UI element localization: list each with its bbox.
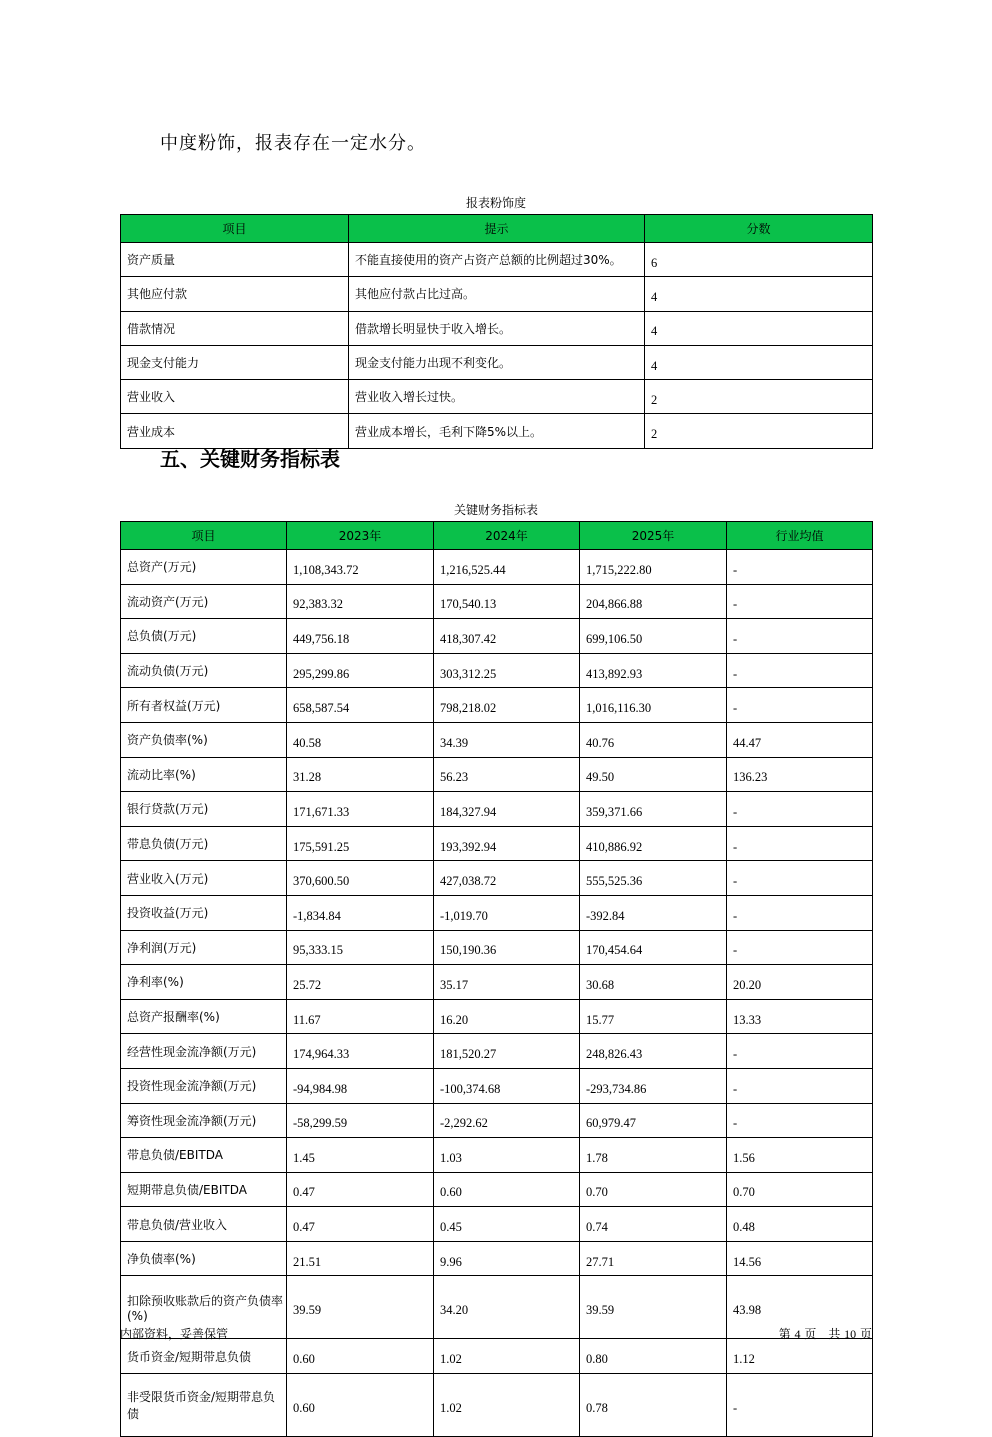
- table-cell: 1.78: [580, 1138, 727, 1173]
- table-cell: 39.59: [580, 1276, 727, 1339]
- column-header: 项目: [121, 215, 349, 243]
- table-cell: -: [727, 1034, 873, 1069]
- footer-confidential: 内部资料，妥善保管: [120, 1327, 229, 1341]
- table-cell: 248,826.43: [580, 1034, 727, 1069]
- table-cell: 27.71: [580, 1241, 727, 1276]
- table-row: [121, 311, 873, 345]
- table-cell: 1,715,222.80: [580, 550, 727, 585]
- key-indicators-table: [120, 521, 873, 1437]
- section-title: 五、关键财务指标表: [160, 447, 340, 471]
- table-row: [121, 243, 873, 277]
- table-cell: 0.70: [727, 1172, 873, 1207]
- table-cell: 借款增长明显快于收入增长。: [349, 311, 645, 345]
- row-label: 流动负债(万元): [121, 653, 287, 688]
- table-cell: 359,371.66: [580, 792, 727, 827]
- table-cell: 0.74: [580, 1207, 727, 1242]
- table-row: [121, 1207, 873, 1242]
- table-cell: 181,520.27: [434, 1034, 580, 1069]
- table-cell: -2,292.62: [434, 1103, 580, 1138]
- table-cell: 1.45: [287, 1138, 434, 1173]
- column-header: 2024年: [434, 522, 580, 550]
- table-cell: 40.58: [287, 722, 434, 757]
- table-cell: 2: [645, 380, 873, 414]
- table-cell: 170,540.13: [434, 584, 580, 619]
- table-row: [121, 1172, 873, 1207]
- table-cell: -: [727, 826, 873, 861]
- table-cell: 56.23: [434, 757, 580, 792]
- table-row: [121, 619, 873, 654]
- table-cell: 0.45: [434, 1207, 580, 1242]
- table-cell: -: [727, 584, 873, 619]
- table-cell: -: [727, 1374, 873, 1437]
- table-cell: 413,892.93: [580, 653, 727, 688]
- table-cell: 30.68: [580, 965, 727, 1000]
- row-label: 带息负债(万元): [121, 826, 287, 861]
- table-cell: -: [727, 688, 873, 723]
- table-cell: 174,964.33: [287, 1034, 434, 1069]
- table-cell: -392.84: [580, 895, 727, 930]
- table-cell: 43.98: [727, 1276, 873, 1339]
- table-cell: -94,984.98: [287, 1068, 434, 1103]
- row-label: 资产质量: [121, 243, 349, 277]
- row-label: 营业收入: [121, 380, 349, 414]
- row-label: 借款情况: [121, 311, 349, 345]
- table-cell: 34.39: [434, 722, 580, 757]
- page-mid: 页 共: [804, 1327, 841, 1341]
- table-cell: 184,327.94: [434, 792, 580, 827]
- row-label: 扣除预收账款后的资产负债率(%): [121, 1276, 287, 1339]
- table-cell: 49.50: [580, 757, 727, 792]
- row-label: 净利润(万元): [121, 930, 287, 965]
- table-cell: 95,333.15: [287, 930, 434, 965]
- table-cell: -: [727, 653, 873, 688]
- row-label: 短期带息负债/EBITDA: [121, 1172, 287, 1207]
- table-row: [121, 584, 873, 619]
- whitewash-table: [120, 214, 873, 449]
- table-row: [121, 550, 873, 585]
- table-cell: 699,106.50: [580, 619, 727, 654]
- table-cell: 658,587.54: [287, 688, 434, 723]
- table-cell: 其他应付款占比过高。: [349, 277, 645, 311]
- table-cell: -: [727, 619, 873, 654]
- row-label: 净利率(%): [121, 965, 287, 1000]
- table-cell: -58,299.59: [287, 1103, 434, 1138]
- column-header: 分数: [645, 215, 873, 243]
- table-cell: 21.51: [287, 1241, 434, 1276]
- row-label: 总负债(万元): [121, 619, 287, 654]
- table-cell: -1,834.84: [287, 895, 434, 930]
- table-cell: 0.47: [287, 1207, 434, 1242]
- table-cell: 0.60: [287, 1374, 434, 1437]
- table-row: [121, 1068, 873, 1103]
- table-cell: -100,374.68: [434, 1068, 580, 1103]
- table-row: [121, 1034, 873, 1069]
- table-cell: 0.78: [580, 1374, 727, 1437]
- table-cell: 34.20: [434, 1276, 580, 1339]
- column-header: 项目: [121, 522, 287, 550]
- column-header: 2023年: [287, 522, 434, 550]
- table-cell: 798,218.02: [434, 688, 580, 723]
- table-row: [121, 722, 873, 757]
- table-cell: 175,591.25: [287, 826, 434, 861]
- table-row: [121, 999, 873, 1034]
- table-row: [121, 1103, 873, 1138]
- footer-page-number: [779, 1325, 872, 1342]
- table-cell: 193,392.94: [434, 826, 580, 861]
- table-cell: 0.80: [580, 1339, 727, 1374]
- table-row: [121, 1241, 873, 1276]
- table-cell: 15.77: [580, 999, 727, 1034]
- table-row: [121, 895, 873, 930]
- table-row: [121, 1374, 873, 1437]
- table-cell: 427,038.72: [434, 861, 580, 896]
- row-label: 现金支付能力: [121, 345, 349, 379]
- intro-text: 中度粉饰，报表存在一定水分。: [160, 133, 426, 154]
- table-cell: 9.96: [434, 1241, 580, 1276]
- row-label: 总资产(万元): [121, 550, 287, 585]
- table-cell: 170,454.64: [580, 930, 727, 965]
- table-cell: 16.20: [434, 999, 580, 1034]
- table-row: [121, 653, 873, 688]
- table1-caption: 报表粉饰度: [465, 196, 526, 210]
- table-cell: 204,866.88: [580, 584, 727, 619]
- table-cell: 1.56: [727, 1138, 873, 1173]
- row-label: 资产负债率(%): [121, 722, 287, 757]
- table-cell: 35.17: [434, 965, 580, 1000]
- column-header: 2025年: [580, 522, 727, 550]
- table-cell: -: [727, 895, 873, 930]
- table-cell: 1,108,343.72: [287, 550, 434, 585]
- table-cell: 31.28: [287, 757, 434, 792]
- table-cell: 0.70: [580, 1172, 727, 1207]
- table-row: [121, 861, 873, 896]
- table-cell: 39.59: [287, 1276, 434, 1339]
- table-cell: 1.02: [434, 1374, 580, 1437]
- table-cell: 449,756.18: [287, 619, 434, 654]
- table-cell: 25.72: [287, 965, 434, 1000]
- row-label: 其他应付款: [121, 277, 349, 311]
- row-label: 带息负债/营业收入: [121, 1207, 287, 1242]
- table-cell: 14.56: [727, 1241, 873, 1276]
- page-prefix: 第: [778, 1327, 791, 1341]
- column-header: 提示: [349, 215, 645, 243]
- table-row: [121, 688, 873, 723]
- table-row: [121, 1339, 873, 1374]
- row-label: 所有者权益(万元): [121, 688, 287, 723]
- table-cell: 370,600.50: [287, 861, 434, 896]
- table-cell: 303,312.25: [434, 653, 580, 688]
- table-cell: 410,886.92: [580, 826, 727, 861]
- table-cell: 0.60: [287, 1339, 434, 1374]
- table-cell: 1.12: [727, 1339, 873, 1374]
- row-label: 投资收益(万元): [121, 895, 287, 930]
- row-label: 净负债率(%): [121, 1241, 287, 1276]
- table-cell: 1.02: [434, 1339, 580, 1374]
- table-cell: 营业成本增长，毛利下降5%以上。: [349, 414, 645, 448]
- row-label: 经营性现金流净额(万元): [121, 1034, 287, 1069]
- table-cell: 13.33: [727, 999, 873, 1034]
- table-row: [121, 930, 873, 965]
- table-cell: -: [727, 861, 873, 896]
- table-cell: 171,671.33: [287, 792, 434, 827]
- table-cell: 不能直接使用的资产占资产总额的比例超过30%。: [349, 243, 645, 277]
- table-cell: 11.67: [287, 999, 434, 1034]
- table-cell: -: [727, 1103, 873, 1138]
- table-cell: 136.23: [727, 757, 873, 792]
- table-row: [121, 757, 873, 792]
- table2-caption: 关键财务指标表: [453, 503, 538, 517]
- row-label: 筹资性现金流净额(万元): [121, 1103, 287, 1138]
- table-row: [121, 965, 873, 1000]
- row-label: 投资性现金流净额(万元): [121, 1068, 287, 1103]
- table-cell: 1,216,525.44: [434, 550, 580, 585]
- table-cell: 40.76: [580, 722, 727, 757]
- table-cell: 44.47: [727, 722, 873, 757]
- table-row: [121, 345, 873, 379]
- table-row: [121, 1276, 873, 1339]
- table-row: [121, 277, 873, 311]
- table-cell: 555,525.36: [580, 861, 727, 896]
- table-cell: -: [727, 792, 873, 827]
- table-row: [121, 380, 873, 414]
- table-cell: 1,016,116.30: [580, 688, 727, 723]
- table-cell: 现金支付能力出现不利变化。: [349, 345, 645, 379]
- table-cell: 0.60: [434, 1172, 580, 1207]
- row-label: 货币资金/短期带息负债: [121, 1339, 287, 1374]
- table-cell: -: [727, 1068, 873, 1103]
- table-cell: 4: [645, 277, 873, 311]
- page-total: 10: [844, 1327, 857, 1341]
- table-cell: 20.20: [727, 965, 873, 1000]
- table-cell: 4: [645, 345, 873, 379]
- row-label: 营业收入(万元): [121, 861, 287, 896]
- row-label: 非受限货币资金/短期带息负债: [121, 1374, 287, 1437]
- table-cell: 0.48: [727, 1207, 873, 1242]
- page-suffix: 页: [859, 1327, 872, 1341]
- row-label: 总资产报酬率(%): [121, 999, 287, 1034]
- table-cell: 营业收入增长过快。: [349, 380, 645, 414]
- row-label: 流动资产(万元): [121, 584, 287, 619]
- table-cell: 418,307.42: [434, 619, 580, 654]
- row-label: 银行贷款(万元): [121, 792, 287, 827]
- table-cell: 0.47: [287, 1172, 434, 1207]
- table-cell: -1,019.70: [434, 895, 580, 930]
- row-label: 流动比率(%): [121, 757, 287, 792]
- table-cell: 92,383.32: [287, 584, 434, 619]
- table-cell: -: [727, 550, 873, 585]
- table-row: [121, 1138, 873, 1173]
- table-cell: -: [727, 930, 873, 965]
- table-cell: -293,734.86: [580, 1068, 727, 1103]
- table-cell: 6: [645, 243, 873, 277]
- page-current: 4: [794, 1327, 801, 1341]
- table-cell: 2: [645, 414, 873, 448]
- table-cell: 60,979.47: [580, 1103, 727, 1138]
- row-label: 带息负债/EBITDA: [121, 1138, 287, 1173]
- column-header: 行业均值: [727, 522, 873, 550]
- table-cell: 295,299.86: [287, 653, 434, 688]
- row-label: 营业成本: [121, 414, 349, 448]
- table-row: [121, 826, 873, 861]
- table-row: [121, 792, 873, 827]
- table-cell: 4: [645, 311, 873, 345]
- table-cell: 150,190.36: [434, 930, 580, 965]
- table-cell: 1.03: [434, 1138, 580, 1173]
